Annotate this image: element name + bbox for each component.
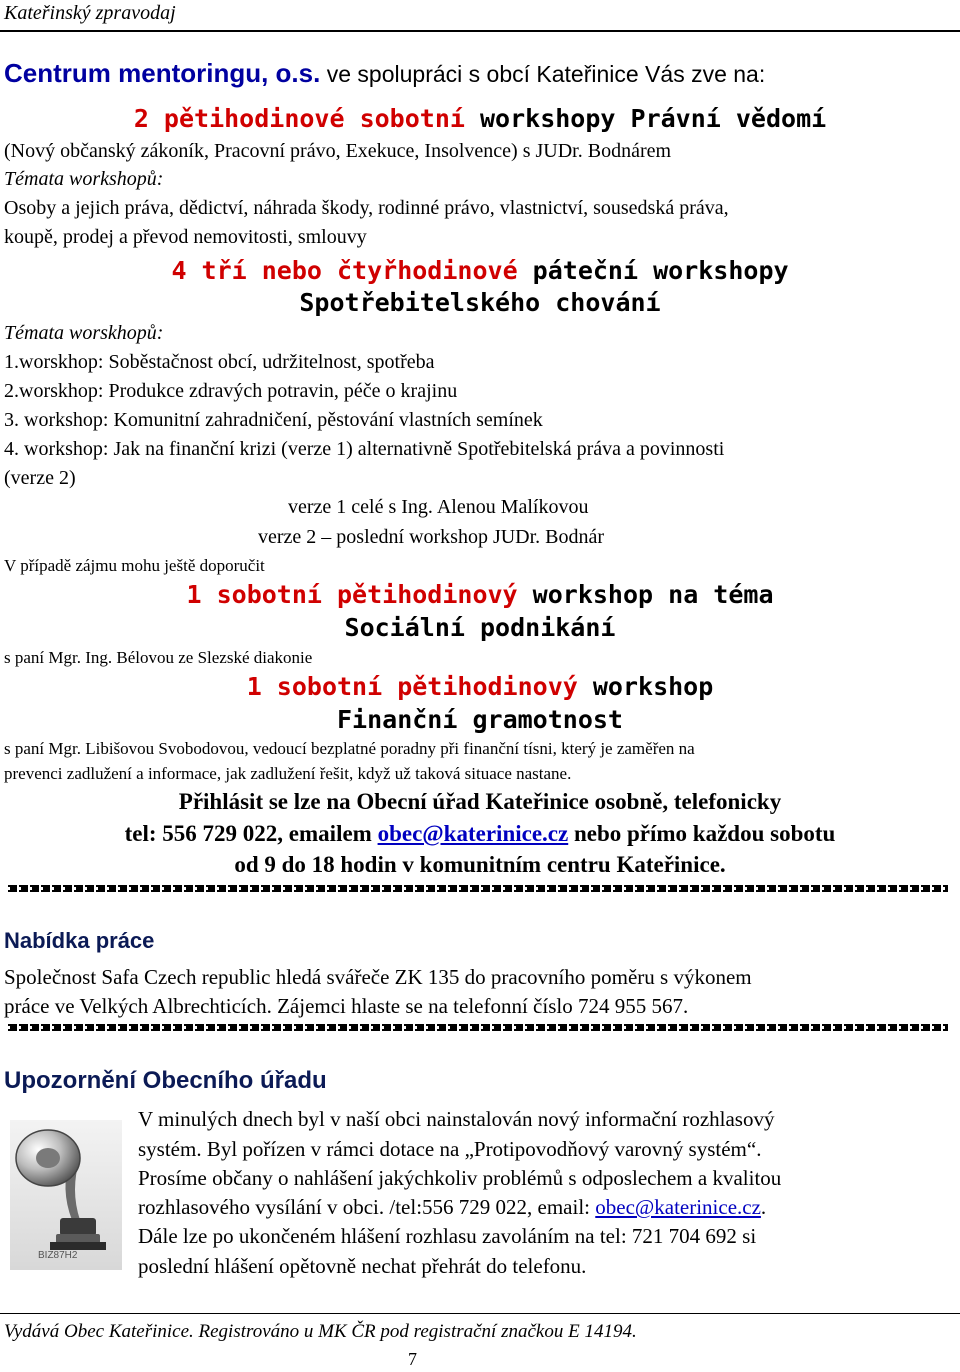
workshop2-title-rest: páteční workshopy [517, 256, 789, 285]
workshop4-lecturer: s paní Mgr. Libišovou Svobodovou, vedoucí bezplatné poradny při finanční tísni, který je zaměřen na [4, 739, 695, 758]
signup-email-link[interactable]: obec@katerinice.cz [377, 821, 569, 846]
workshop4-title-rest: workshop [577, 672, 714, 701]
page-number: 7 [408, 1349, 417, 1369]
workshop1-title-highlight: 2 pětihodinové sobotní [133, 104, 465, 133]
workshop1-subtitle: (Nový občanský zákoník, Pracovní právo, Exekuce, Insolvence) s JUDr. Bodnárem [4, 140, 672, 162]
signup-hours: od 9 do 18 hodin v komunitním centru Kateřinice. [234, 852, 726, 877]
newsletter-title: Kateřinský zpravodaj [4, 2, 176, 24]
invite-line [4, 58, 765, 89]
notice-heading: Upozornění Obecního úřadu [4, 1067, 327, 1094]
workshop2-title-highlight: 4 tří nebo čtyřhodinové [171, 256, 518, 285]
signup-phone: tel: 556 729 022, emailem [124, 821, 378, 846]
workshop1-topics-line: koupě, prodej a převod nemovitosti, smlouvy [4, 226, 367, 248]
section-separator [8, 1024, 948, 1031]
workshop3-title [0, 580, 960, 609]
workshop2-title [0, 256, 960, 285]
workshop4-lecturer: prevenci zadlužení a informace, jak zadlužení řešit, když už taková situace nastane. [4, 764, 572, 783]
job-heading: Nabídka práce [4, 928, 155, 953]
workshop2-topics-label: Témata worskhopů: [4, 322, 164, 344]
workshop1-title-rest: workshopy Právní vědomí [464, 104, 827, 133]
workshop2-topic-item: (verze 2) [4, 467, 76, 489]
header-rule [0, 30, 960, 32]
workshop4-title-highlight: 1 sobotní pětihodinový [246, 672, 578, 701]
image-caption: BIZ87H2 [38, 1250, 78, 1261]
footer-rule [0, 1313, 960, 1314]
notice-period: . [760, 1195, 767, 1219]
signup-line: Přihlásit se lze na Obecní úřad Kateřinice osobně, telefonicky [178, 789, 782, 814]
workshop3-title-highlight: 1 sobotní pětihodinový [186, 580, 518, 609]
workshop2-topic-item: 1.worskhop: Soběstačnost obcí, udržitelnost, spotřeba [4, 351, 435, 373]
organization-name: Centrum mentoringu, o.s. [4, 58, 321, 88]
section-separator [8, 885, 948, 892]
job-text: práce ve Velkých Albrechticích. Zájemci hlaste se na telefonní číslo 724 955 567. [4, 994, 689, 1018]
invite-text: ve spolupráci s obcí Kateřinice Vás zve na: [320, 61, 766, 87]
notice-text: V minulých dnech byl v naší obci nainstalován nový informační rozhlasový [138, 1107, 775, 1131]
signup-contact-line [0, 821, 960, 847]
notice-contact-line [138, 1195, 766, 1220]
notice-text: poslední hlášení opětovně nechat přehrát do telefonu. [138, 1254, 587, 1278]
gramophone-horn-icon [10, 1120, 122, 1270]
workshop2-title-line2: Spotřebitelského chování [299, 288, 661, 317]
workshop2-version2: verze 2 – poslední workshop JUDr. Bodnár [258, 526, 605, 548]
signup-saturday: nebo přímo každou sobotu [568, 821, 836, 846]
notice-text: Prosíme občany o nahlášení jakýchkoliv problémů s odposlechem a kvalitou [138, 1166, 782, 1190]
workshop1-title [0, 104, 960, 133]
workshop1-topics-label: Témata workshopů: [4, 168, 164, 190]
workshop2-version1: verze 1 celé s Ing. Alenou Malíkovou [288, 496, 589, 518]
workshop3-title-line2: Sociální podnikání [344, 613, 616, 642]
workshop3-lecturer: s paní Mgr. Ing. Bélovou ze Slezské diakonie [4, 648, 313, 667]
notice-phone: rozhlasového vysílání v obci. /tel:556 729 022, email: [138, 1195, 596, 1219]
notice-text: systém. Byl pořízen v rámci dotace na „Protipovodňový varovný systém“. [138, 1137, 762, 1161]
workshop2-topic-item: 3. workshop: Komunitní zahradničení, pěstování vlastních semínek [4, 409, 543, 431]
workshop3-title-rest: workshop na téma [517, 580, 774, 609]
job-text: Společnost Safa Czech republic hledá svářeče ZK 135 do pracovního poměru s výkonem [4, 965, 752, 989]
workshop1-topics-line: Osoby a jejich práva, dědictví, náhrada škody, rodinné právo, vlastnictví, sousedská práva, [4, 197, 729, 219]
footer-text: Vydává Obec Kateřinice. Registrováno u MK ČR pod registrační značkou E 14194. [4, 1321, 637, 1342]
recommendation-text: V případě zájmu mohu ještě doporučit [4, 556, 265, 575]
workshop4-title-line2: Finanční gramotnost [337, 705, 623, 734]
notice-text: Dále lze po ukončeném hlášení rozhlasu zavoláním na tel: 721 704 692 si [138, 1224, 757, 1248]
workshop2-topic-item: 2.worskhop: Produkce zdravých potravin, péče o krajinu [4, 380, 458, 402]
workshop2-topic-item: 4. workshop: Jak na finanční krizi (verze 1) alternativně Spotřebitelská práva a povinnosti [4, 438, 725, 460]
notice-email-link[interactable]: obec@katerinice.cz [595, 1195, 761, 1219]
workshop4-title [0, 672, 960, 701]
loudspeaker-image [10, 1120, 122, 1270]
